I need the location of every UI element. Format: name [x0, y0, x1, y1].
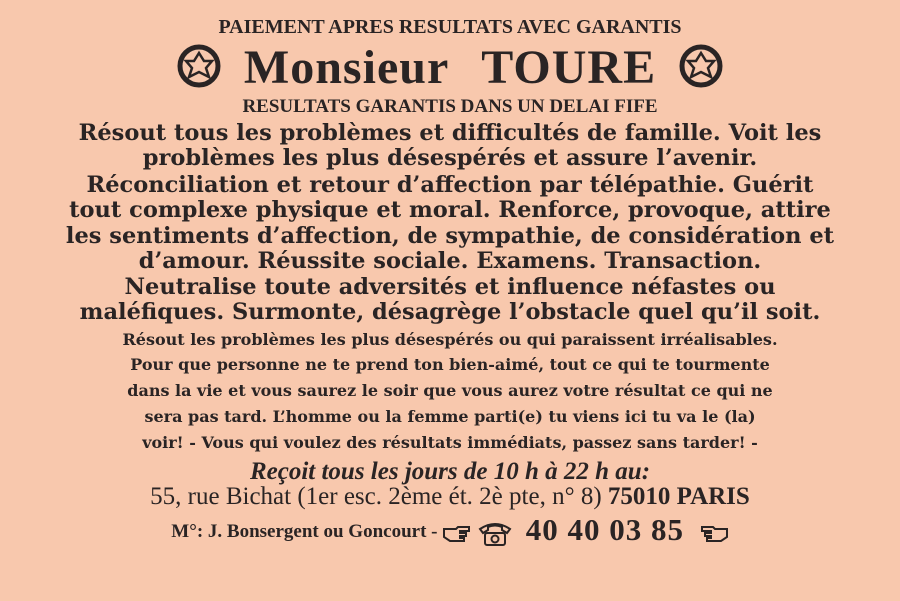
small-line: sera pas tard. L’homme ou la femme parti(e) tu viens ici tu va le (la) [144, 407, 756, 426]
body-line: maléfiques. Surmonte, désagrège l’obstacle quel qu’il soit. [79, 299, 821, 325]
phone-number[interactable]: 40 40 03 85 [525, 512, 684, 547]
address [0, 483, 900, 511]
metro-info: M°: J. Bonsergent ou Goncourt - [171, 521, 438, 542]
body-line: Neutralise toute adversités et influence néfastes ou [124, 274, 776, 300]
body-line: problèmes les plus désespérés et assure l’avenir. [142, 145, 758, 171]
body-line: d’amour. Réussite sociale. Examens. Transaction. [138, 248, 762, 274]
telephone-icon [477, 519, 513, 547]
small-line: voir! - Vous qui voulez des résultats immédiats, passez sans tarder! - [142, 433, 758, 452]
body-line: Réconciliation et retour d’affection par télépathie. Guérit [86, 172, 814, 198]
contact-line [0, 512, 900, 548]
small-line: dans la vie et vous saurez le soir que vous aurez votre résultat ce qui ne [127, 381, 773, 400]
person-name: TOURE [481, 41, 657, 94]
opening-hours: Reçoit tous les jours de 10 h à 22 h au: [249, 458, 651, 485]
star-ornament-icon [679, 44, 723, 88]
body-line: tout complexe physique et moral. Renforce, provoque, attire [69, 197, 831, 223]
address-city: 75010 PARIS [607, 483, 750, 510]
name-prefix: Monsieur [243, 41, 450, 94]
small-line: Pour que personne ne te prend ton bien-aimé, tout ce qui te tourmente [130, 355, 770, 374]
body-line: Résout tous les problèmes et difficultés de famille. Voit les [78, 120, 822, 146]
card-name-line [0, 40, 900, 95]
star-ornament-icon [177, 44, 221, 88]
pointing-hand-icon [442, 524, 472, 542]
card-subtitle: RESULTATS GARANTIS DANS UN DELAI FIFE [242, 96, 658, 117]
small-line: Résout les problèmes les plus désespérés ou qui paraissent irréalisables. [122, 330, 778, 349]
address-street: 55, rue Bichat (1er esc. 2ème ét. 2è pte, n° 8) [150, 483, 602, 510]
pointing-hand-icon [699, 524, 729, 542]
body-line: les sentiments d’affection, de sympathie, de considération et [65, 223, 835, 249]
card-header: PAIEMENT APRES RESULTATS AVEC GARANTIS [218, 16, 682, 38]
